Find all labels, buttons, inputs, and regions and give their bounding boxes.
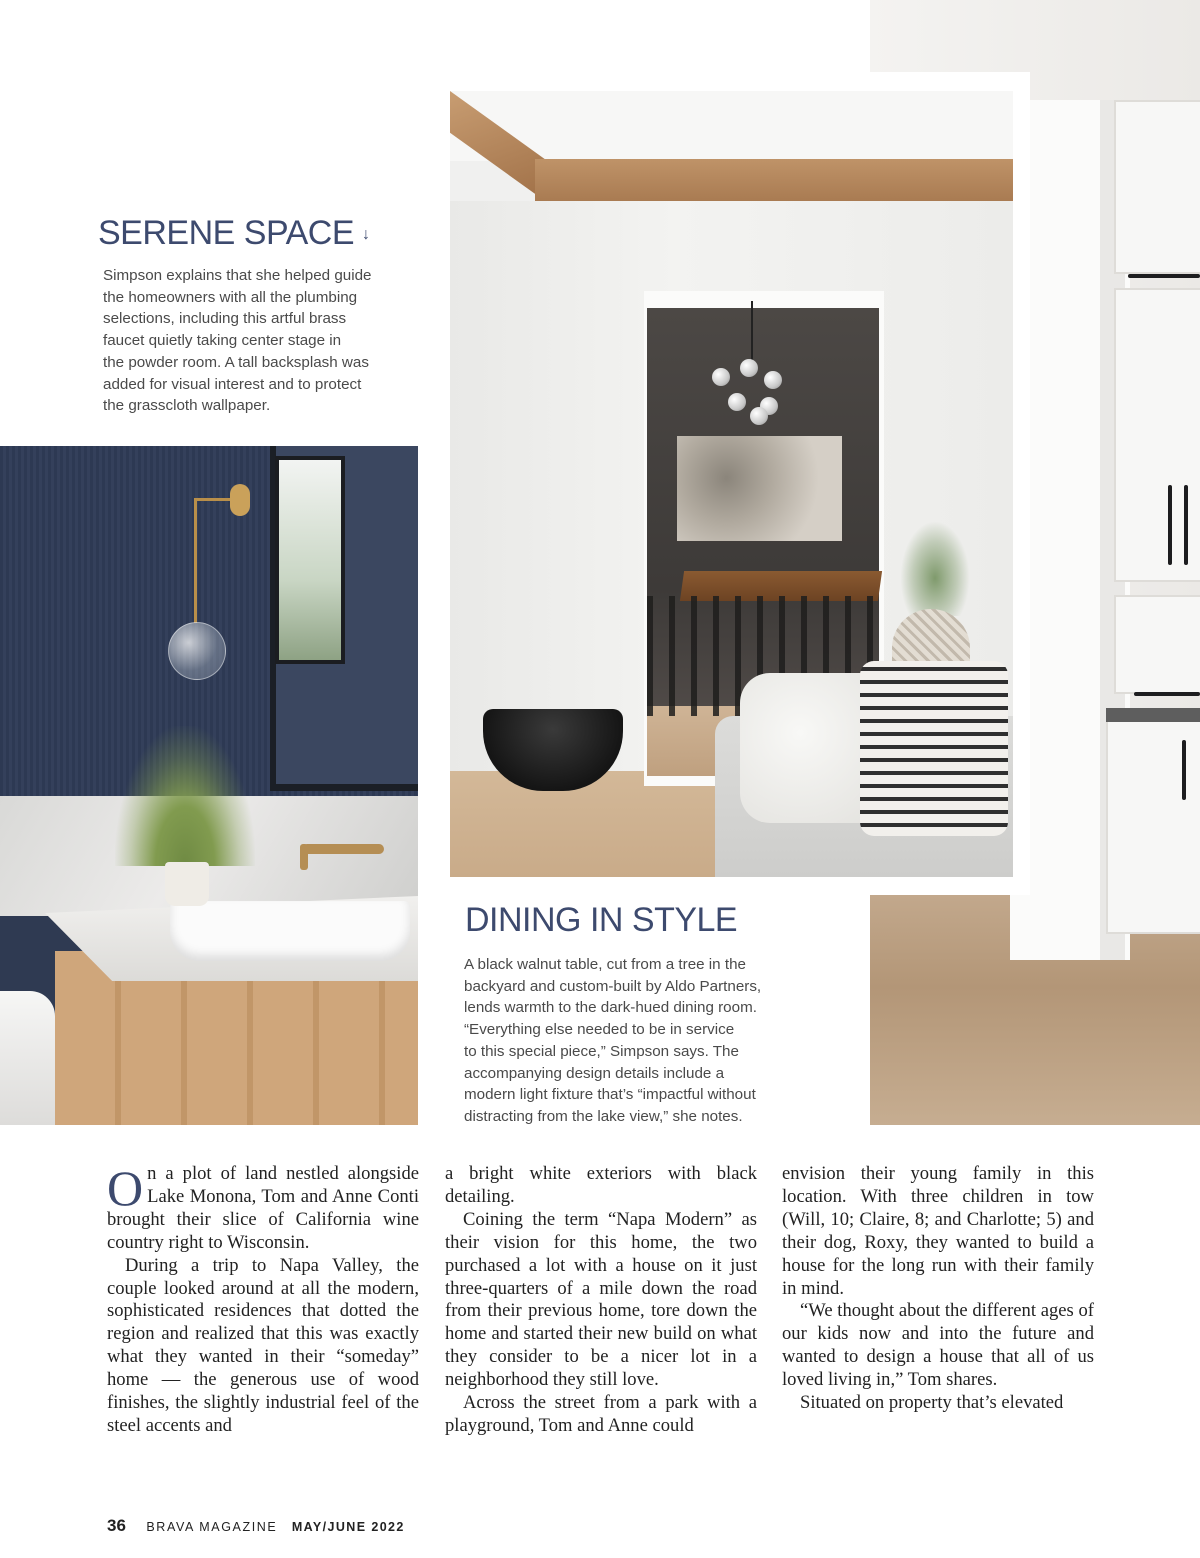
page-footer — [107, 1516, 405, 1536]
article-paragraph: “We thought about the different ages of our kids now and into the future and wanted to design a house that all of us loved living in,” Tom shares. — [782, 1300, 1094, 1391]
article-column-1 — [107, 1160, 419, 1438]
article-paragraph: envision their young family in this location. With three children in tow (Will, 10; Claire, 8; and Charlotte; 5) and their dog, Roxy, they wanted to build a house for the long run with their family in mind. — [782, 1163, 1094, 1299]
arrow-down-icon: ↓ — [362, 226, 370, 244]
dining-in-style-heading: DINING IN STYLE — [465, 901, 738, 939]
article-column-3 — [782, 1163, 1094, 1415]
page-number: 36 — [107, 1516, 126, 1535]
dining-in-style-caption: A black walnut table, cut from a tree in the backyard and custom-built by Aldo Partners, lends warmth to the dark-hued dining room. “Everything else needed to be in service to this special piece,” Simpson says. The accompanying design details include a modern light fixture that’s “impactful without distracting from the lake view,” she notes. — [464, 956, 762, 1125]
article-paragraph: Situated on property that’s elevated — [800, 1392, 1064, 1414]
serene-space-title: SERENE SPACE — [98, 214, 355, 252]
dining-room-photo — [450, 91, 1013, 877]
article-paragraph: a bright white exteriors with black detailing. — [445, 1163, 757, 1207]
serene-space-caption: Simpson explains that she helped guide the homeowners with all the plumbing selections, including this artful brass faucet quietly taking center stage in the powder room. A tall backsplash was added for visual interest and to protect the grasscloth wallpaper. — [103, 267, 372, 415]
article-paragraph: During a trip to Napa Valley, the couple looked around at all the modern, sophisticated residences that dotted the region and realized that this was exactly what they wanted in their “someday” home — the generous use of wood finishes, the slightly industrial feel of the steel accents and — [107, 1254, 419, 1436]
article-column-2 — [445, 1163, 757, 1438]
serene-space-heading — [98, 214, 370, 253]
article-paragraph: Across the street from a park with a playground, Tom and Anne could — [445, 1392, 757, 1436]
article-paragraph: n a plot of land nestled alongside Lake Monona, Tom and Anne Conti brought their slice of California wine country right to Wisconsin. — [107, 1163, 419, 1253]
article-paragraph: Coining the term “Napa Modern” as their vision for this home, the two purchased a lot with a house on it just three-quarters of a mile down the road from their previous home, tore down the home and started their new build on what they consider to be a nicer lot in a neighborhood they still love. — [445, 1208, 757, 1391]
magazine-name: BRAVA MAGAZINE — [146, 1520, 278, 1534]
drop-cap: O — [107, 1160, 144, 1216]
powder-room-photo — [0, 446, 418, 1125]
issue-date: MAY/JUNE 2022 — [291, 1520, 405, 1534]
